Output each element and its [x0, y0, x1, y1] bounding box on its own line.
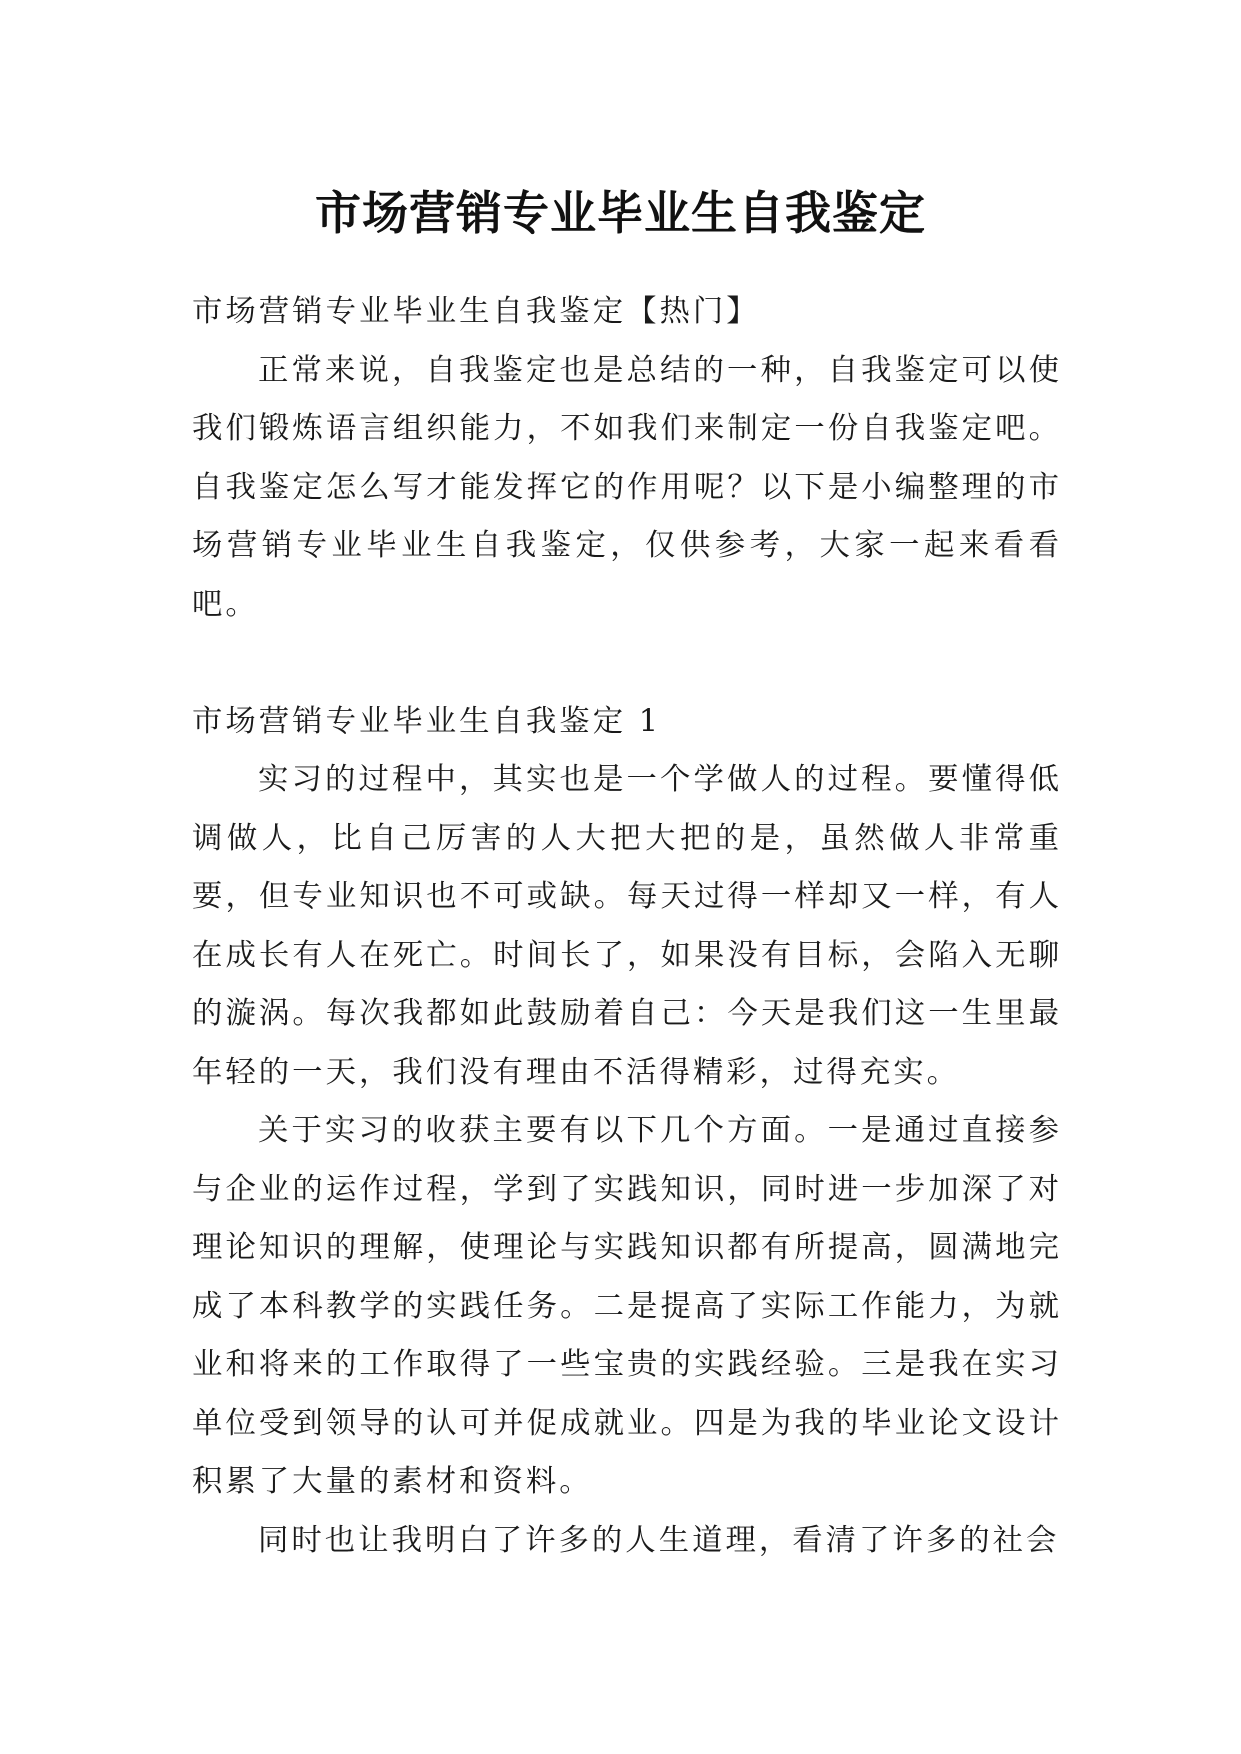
section-heading: 市场营销专业毕业生自我鉴定 1 — [192, 703, 662, 739]
body-paragraph-3: 同时也让我明白了许多的人生道理，看清了许多的社会 — [258, 1522, 1060, 1558]
body-paragraph-1: 实习的过程中，其实也是一个学做人的过程。要懂得低调做人，比自己厉害的人大把大把的是，虽然做人非常重要，但专业知识也不可或缺。每天过得一样却又一样，有人在成长有人在死亡。时间长了，如果没有目标，会陷入无聊的漩涡。每次我都如此鼓励着自己：今天是我们这一生里最年轻的一天，我们没有理由不活得精彩，过得充实。 — [192, 762, 1062, 1090]
body-paragraph-2: 关于实习的收获主要有以下几个方面。一是通过直接参与企业的运作过程，学到了实践知识，同时进一步加深了对理论知识的理解，使理论与实践知识都有所提高，圆满地完成了本科教学的实践任务。二是提高了实际工作能力，为就业和将来的工作取得了一些宝贵的实践经验。三是我在实习单位受到领导的认可并促成就业。四是为我的毕业论文设计积累了大量的素材和资料。 — [192, 1113, 1062, 1499]
page-title: 市场营销专业毕业生自我鉴定 — [315, 185, 926, 240]
document-subtitle: 市场营销专业毕业生自我鉴定【热门】 — [192, 294, 760, 329]
document-body — [192, 283, 1062, 1570]
section-spacer — [192, 634, 1062, 693]
intro-paragraph: 正常来说，自我鉴定也是总结的一种，自我鉴定可以使我们锻炼语言组织能力，不如我们来制定一份自我鉴定吧。自我鉴定怎么写才能发挥它的作用呢？以下是小编整理的市场营销专业毕业生自我鉴定，仅供参考，大家一起来看看吧。 — [192, 352, 1062, 622]
